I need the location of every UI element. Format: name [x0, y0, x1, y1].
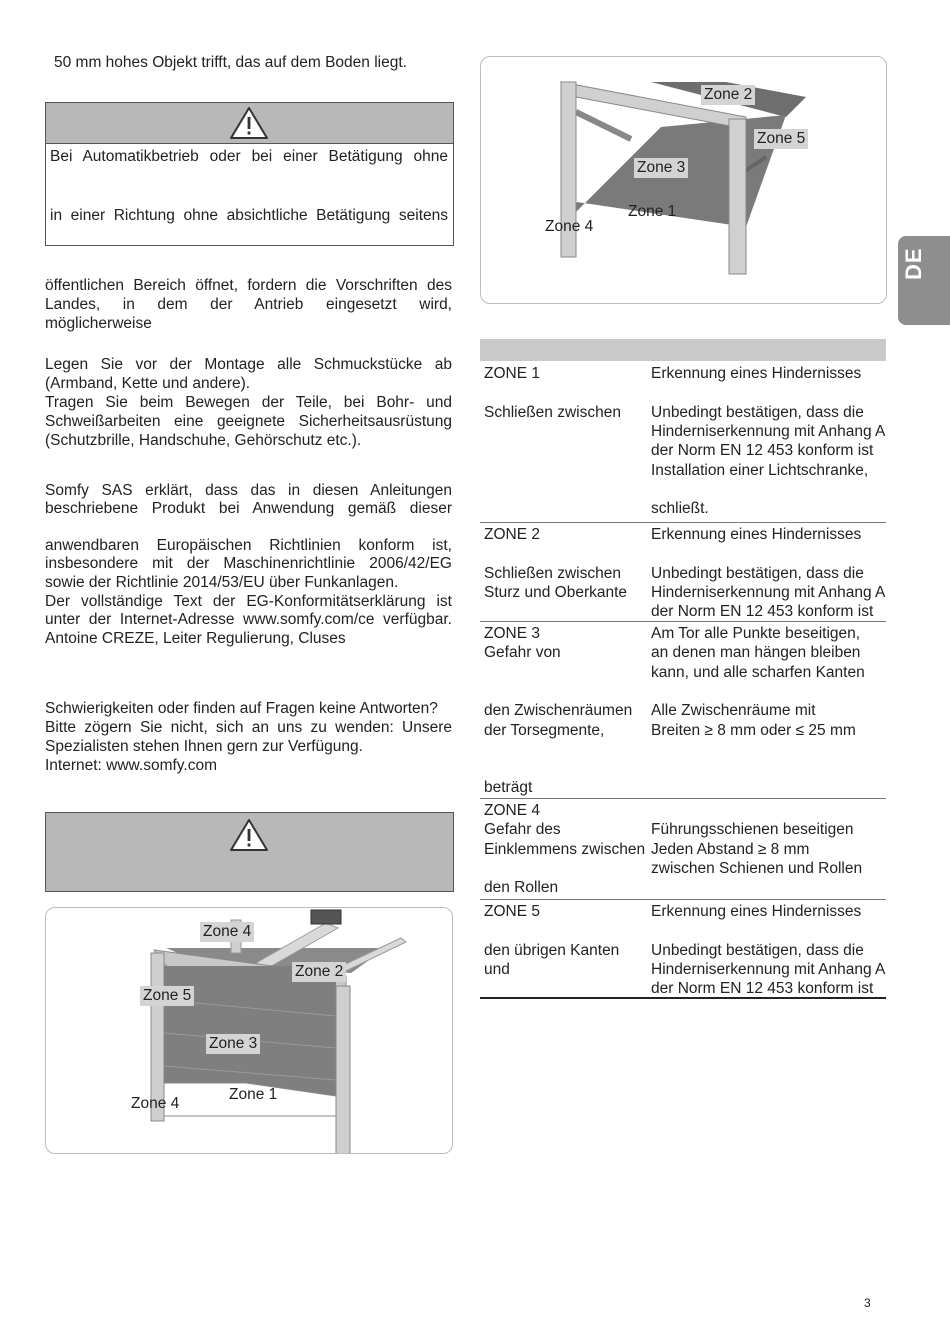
safety-l1: Legen Sie vor der Montage alle Schmuckstücke ab: [45, 356, 452, 373]
table-cell-measure: Unbedingt bestätigen, dass die: [651, 564, 864, 582]
table-cell-zone: den Zwischenräumen: [484, 702, 633, 720]
support-l4: Internet: www.somfy.com: [45, 757, 217, 774]
table-cell-zone: Schließen zwischen: [484, 564, 621, 582]
language-tab-label: DE: [901, 247, 926, 280]
tilt-door-illustration: [481, 57, 886, 303]
fig-top-zone4: Zone 4: [545, 218, 594, 235]
table-cell-measure: der Norm EN 12 453 konform ist: [651, 442, 874, 460]
figure-sectional-door: [45, 907, 453, 1154]
table-cell-zone: ZONE 2: [484, 526, 540, 543]
public-area-l1: öffentlichen Bereich öffnet, fordern die Vorschriften des: [45, 277, 452, 294]
table-cell-zone: Sturz und Oberkante: [484, 583, 628, 601]
safety-l4: Schweißarbeiten eine geeignete Sicherheitsausrüstung: [45, 413, 452, 430]
conformity-b-l3: sowie der Richtlinie 2014/53/EU über Funkanlagen.: [45, 574, 399, 591]
fig-top-zone3: Zone 3: [634, 158, 688, 178]
table-cell-zone: der Torsegmente,: [484, 721, 605, 739]
table-cell-zone: ZONE 5: [484, 903, 540, 920]
table-cell-zone: ZONE 4: [484, 802, 540, 819]
table-cell-measure: Installation einer Lichtschranke,: [651, 461, 869, 479]
table-cell-measure: Unbedingt bestätigen, dass die: [651, 403, 864, 421]
safety-l3: Tragen Sie beim Bewegen der Teile, bei Bohr- und: [45, 394, 452, 411]
table-cell-measure: Am Tor alle Punkte beseitigen,: [651, 625, 861, 642]
conformity-b-l4: Der vollständige Text der EG-Konformitätserklärung ist: [45, 593, 452, 610]
fig-top-zone5: Zone 5: [754, 129, 808, 149]
fig-bottom-zone1: Zone 1: [229, 1086, 278, 1103]
safety-l5: (Schutzbrille, Handschuhe, Gehörschutz etc.).: [45, 432, 362, 449]
table-cell-zone: den übrigen Kanten und: [484, 941, 620, 978]
table-cell-zone: Gefahr von: [484, 644, 561, 662]
fig-bottom-zone4-top: Zone 4: [200, 922, 254, 942]
warning-header: [46, 103, 453, 144]
table-cell-zone: ZONE 1: [484, 365, 540, 382]
table-cell-zone: beträgt: [484, 779, 533, 797]
table-bottom-rule: [480, 997, 886, 999]
table-row: [480, 899, 886, 998]
table-cell-measure: Hinderniserkennung mit Anhang A: [651, 422, 886, 440]
table-row: [480, 362, 886, 522]
table-cell-measure: Erkennung eines Hindernisses: [651, 526, 862, 543]
support-l3: Spezialisten stehen Ihnen gern zur Verfügung.: [45, 738, 363, 755]
conformity-a-l2: beschriebene Produkt bei Anwendung gemäß dieser: [45, 500, 452, 517]
sectional-door-illustration: [46, 908, 452, 1153]
support-l2: Bitte zögern Sie nicht, sich an uns zu wenden: Unsere: [45, 719, 452, 736]
table-cell-measure: kann, und alle scharfen Kanten: [651, 663, 865, 681]
conformity-b-l6: Antoine CREZE, Leiter Regulierung, Cluses: [45, 630, 346, 647]
conformity-b-l1: anwendbaren Europäischen Richtlinien konform ist,: [45, 537, 452, 554]
table-cell-measure: Alle Zwischenräume mit: [651, 702, 816, 720]
table-cell-measure: der Norm EN 12 453 konform ist: [651, 603, 874, 621]
warning-box-1: [45, 102, 454, 246]
public-area-l2: Landes, in dem der Antrieb eingesetzt wird, möglicherweise: [45, 296, 452, 332]
fig-bottom-zone3: Zone 3: [206, 1034, 260, 1054]
table-row: [480, 798, 886, 900]
conformity-b-l2: insbesondere mit der Maschinenrichtlinie 2006/42/EG: [45, 555, 452, 572]
figure-tilt-door: [480, 56, 887, 304]
table-cell-zone: Gefahr des: [484, 821, 561, 839]
warning1-line1: Bei Automatikbetrieb oder bei einer Betätigung ohne: [50, 148, 448, 165]
table-cell-measure: Erkennung eines Hindernisses: [651, 903, 862, 920]
fig-top-zone2: Zone 2: [701, 85, 755, 105]
table-cell-measure: der Norm EN 12 453 konform ist: [651, 980, 874, 998]
table-cell-zone: den Rollen: [484, 879, 559, 897]
table-cell-measure: Erkennung eines Hindernisses: [651, 365, 862, 382]
table-cell-zone: ZONE 3: [484, 625, 540, 642]
safety-l2: (Armband, Kette und andere).: [45, 375, 251, 392]
language-tab: [898, 236, 950, 325]
support-l1: Schwierigkeiten oder finden auf Fragen keine Antworten?: [45, 700, 438, 717]
table-cell-measure: Hinderniserkennung mit Anhang A: [651, 960, 886, 978]
fig-bottom-zone4-bottom: Zone 4: [131, 1095, 180, 1112]
table-cell-measure: Jeden Abstand ≥ 8 mm: [651, 840, 810, 858]
warning-box-2: [45, 812, 454, 892]
fig-bottom-zone5: Zone 5: [140, 986, 194, 1006]
conformity-b-l5: unter der Internet-Adresse www.somfy.com/ce verfügbar.: [45, 611, 452, 628]
table-cell-measure: an denen man hängen bleiben: [651, 644, 861, 662]
intro-line: 50 mm hohes Objekt trifft, das auf dem Boden liegt.: [54, 54, 407, 71]
table-header: [480, 339, 886, 361]
table-cell-measure: Führungsschienen beseitigen: [651, 821, 854, 839]
table-cell-zone: Einklemmens zwischen: [484, 840, 646, 858]
warning-triangle-icon: [229, 106, 269, 140]
warning-triangle-icon: [229, 818, 269, 852]
table-cell-measure: Hinderniserkennung mit Anhang A: [651, 583, 886, 601]
table-cell-zone: Schließen zwischen: [484, 403, 621, 421]
page-number: 3: [864, 1296, 871, 1310]
fig-bottom-zone2: Zone 2: [292, 962, 346, 982]
table-row: [480, 621, 886, 799]
table-row: [480, 522, 886, 622]
warning1-line2: in einer Richtung ohne absichtliche Betätigung seitens: [50, 207, 448, 224]
fig-top-zone1: Zone 1: [628, 203, 677, 220]
table-cell-measure: Breiten ≥ 8 mm oder ≤ 25 mm: [651, 721, 856, 739]
table-cell-measure: Unbedingt bestätigen, dass die: [651, 941, 864, 959]
conformity-a-l1: Somfy SAS erklärt, dass das in diesen Anleitungen: [45, 482, 452, 499]
table-cell-measure: zwischen Schienen und Rollen: [651, 859, 863, 877]
table-cell-measure: schließt.: [651, 500, 709, 518]
